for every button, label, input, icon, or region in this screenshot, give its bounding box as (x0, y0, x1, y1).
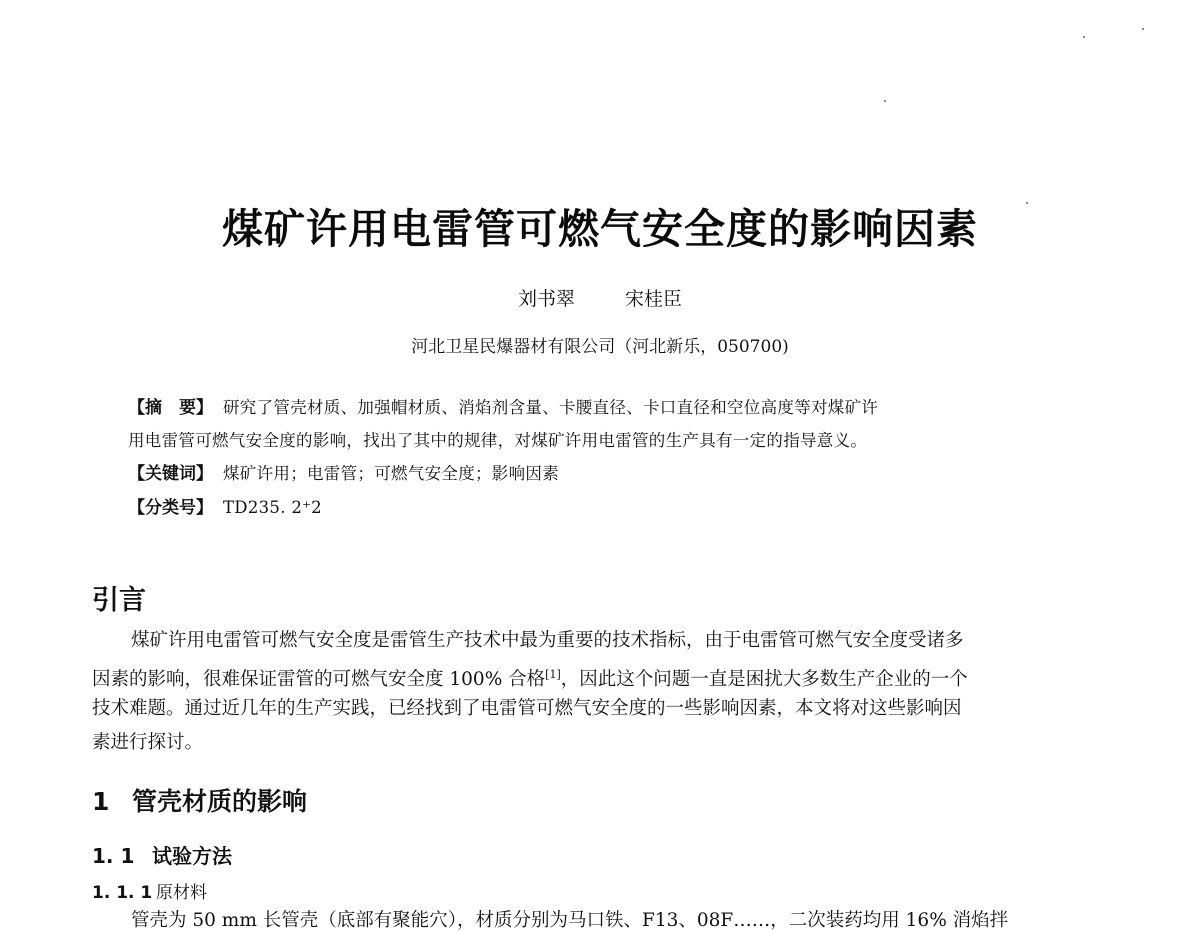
abstract-text: 研究了管壳材质、加强帽材质、消焰剂含量、卡腰直径、卡口直径和空位高度等对煤矿许 (223, 398, 879, 417)
subsubsection-number: 1. 1. 1 (92, 883, 153, 903)
subsection-title: 试验方法 (152, 844, 232, 868)
section-number: 1 (92, 787, 110, 816)
subsubsection-title: 原材料 (156, 883, 207, 903)
scan-speck (1083, 36, 1085, 38)
section-heading (92, 782, 307, 818)
subsubsection-heading (92, 878, 207, 903)
author-name: 刘书翠 (517, 288, 575, 310)
abstract-label: 【摘 要】 (128, 398, 213, 418)
keywords-label: 【关键词】 (128, 464, 213, 484)
intro-heading: 引言 (92, 585, 146, 616)
intro-paragraph-line (92, 660, 968, 695)
affiliation: 河北卫星民爆器材有限公司（河北新乐，050700) (411, 337, 789, 357)
abstract-text: 用电雷管可燃气安全度的影响，找出了其中的规律，对煤矿许用电雷管的生产具有一定的指导意义。 (128, 431, 868, 450)
intro-paragraph-line: 技术难题。通过近几年的生产实践，已经找到了电雷管可燃气安全度的一些影响因素，本文将对这些影响因 (92, 698, 962, 719)
classification-code: TD235. 2⁺2 (223, 498, 322, 517)
subsection-heading (92, 840, 232, 869)
author-list (0, 284, 1200, 311)
classification-label: 【分类号】 (128, 498, 213, 518)
classification-line (128, 496, 322, 520)
abstract-line (128, 429, 867, 453)
paper-title: 煤矿许用电雷管可燃气安全度的影响因素 (222, 205, 978, 253)
intro-paragraph-line: 素进行探讨。 (92, 732, 204, 753)
author-name: 宋桂臣 (625, 288, 683, 310)
citation-ref: [1] (545, 668, 561, 681)
intro-text: 因素的影响，很难保证雷管的可燃气安全度 100% 合格 (92, 669, 546, 690)
scan-speck (1142, 28, 1144, 30)
intro-paragraph-line: 煤矿许用电雷管可燃气安全度是雷管生产技术中最为重要的技术指标，由于电雷管可燃气安全度受诸多 (131, 630, 964, 651)
abstract-line (128, 396, 878, 420)
subsection-number: 1. 1 (92, 844, 135, 868)
scan-speck (884, 100, 886, 102)
intro-text: ，因此这个问题一直是困扰大多数生产企业的一个 (560, 669, 968, 690)
keywords-text: 煤矿许用；电雷管；可燃气安全度；影响因素 (223, 464, 559, 483)
body-text-line-cut: 管壳为 50 mm 长管壳（底部有聚能穴），材质分别为马口铁、F13、08F……，二次装药均用 16% 消焰拌 (131, 910, 1009, 931)
section-title: 管壳材质的影响 (132, 787, 308, 816)
keywords-line (128, 462, 559, 486)
